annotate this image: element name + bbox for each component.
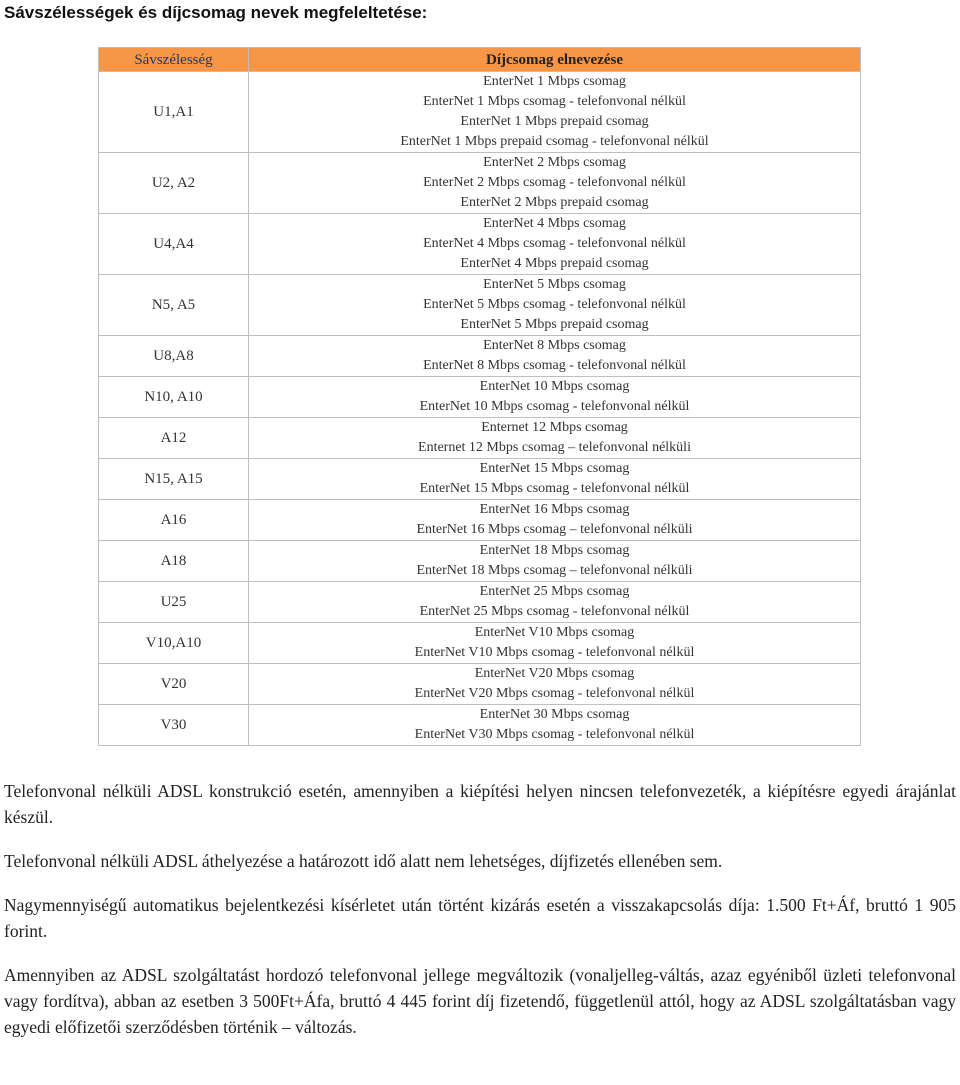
package-names-cell — [249, 214, 861, 275]
bandwidth-cell: V30 — [99, 705, 249, 746]
package-names-cell — [249, 72, 861, 153]
package-name: EnterNet 10 Mbps csomag — [479, 379, 630, 394]
table-row — [99, 72, 861, 153]
table-row — [99, 336, 861, 377]
table-header-row — [99, 48, 861, 72]
package-names-cell — [249, 153, 861, 214]
package-names-cell — [249, 664, 861, 705]
bandwidth-package-table — [98, 47, 861, 746]
package-name: EnterNet 25 Mbps csomag — [479, 584, 630, 599]
package-name: Enternet 12 Mbps csomag — [481, 420, 628, 435]
bandwidth-cell: A18 — [99, 541, 249, 582]
package-name: EnterNet V30 Mbps csomag - telefonvonal nélkül — [414, 727, 695, 742]
package-name: EnterNet 4 Mbps csomag - telefonvonal nélkül — [423, 236, 686, 251]
package-names-cell — [249, 377, 861, 418]
table-row — [99, 214, 861, 275]
package-name: EnterNet V20 Mbps csomag — [474, 666, 635, 681]
bandwidth-cell: V20 — [99, 664, 249, 705]
package-names-cell — [249, 623, 861, 664]
package-name: EnterNet 2 Mbps csomag - telefonvonal nélkül — [423, 175, 686, 190]
table-row — [99, 541, 861, 582]
table-row — [99, 623, 861, 664]
bandwidth-cell: U4,A4 — [99, 214, 249, 275]
package-name: EnterNet 1 Mbps prepaid csomag — [460, 114, 649, 129]
bandwidth-cell: V10,A10 — [99, 623, 249, 664]
bandwidth-cell: U25 — [99, 582, 249, 623]
bandwidth-cell: U8,A8 — [99, 336, 249, 377]
table-row — [99, 582, 861, 623]
package-name: EnterNet V20 Mbps csomag - telefonvonal nélkül — [414, 686, 695, 701]
package-names-cell — [249, 541, 861, 582]
table-row — [99, 377, 861, 418]
table-row — [99, 500, 861, 541]
table-row — [99, 459, 861, 500]
package-name: EnterNet 5 Mbps prepaid csomag — [460, 317, 649, 332]
table-body — [99, 72, 861, 746]
package-name: EnterNet 16 Mbps csomag – telefonvonal nélküli — [416, 522, 693, 537]
package-name: EnterNet 16 Mbps csomag — [479, 502, 630, 517]
package-name: EnterNet 10 Mbps csomag - telefonvonal nélkül — [419, 399, 690, 414]
package-name: EnterNet 2 Mbps csomag — [483, 155, 626, 170]
note-paragraph: Telefonvonal nélküli ADSL áthelyezése a határozott idő alatt nem lehetséges, díjfizetés ellenében sem. — [4, 851, 723, 871]
package-name: EnterNet 2 Mbps prepaid csomag — [460, 195, 649, 210]
package-name: EnterNet 4 Mbps prepaid csomag — [460, 256, 649, 271]
bandwidth-cell: U1,A1 — [99, 72, 249, 153]
package-name: EnterNet V10 Mbps csomag — [474, 625, 635, 640]
package-name: EnterNet 1 Mbps csomag — [483, 74, 626, 89]
package-names-cell — [249, 275, 861, 336]
package-name: EnterNet 15 Mbps csomag — [479, 461, 630, 476]
bandwidth-cell: N15, A15 — [99, 459, 249, 500]
package-names-cell — [249, 582, 861, 623]
header-package-name: Díjcsomag elnevezése — [249, 48, 861, 72]
bandwidth-cell: A16 — [99, 500, 249, 541]
package-name: EnterNet 5 Mbps csomag — [483, 277, 626, 292]
package-names-cell — [249, 459, 861, 500]
bandwidth-cell: U2, A2 — [99, 153, 249, 214]
table-row — [99, 418, 861, 459]
package-name: EnterNet 1 Mbps csomag - telefonvonal nélkül — [423, 94, 686, 109]
package-names-cell — [249, 500, 861, 541]
package-name: EnterNet 8 Mbps csomag — [483, 338, 626, 353]
note-paragraph: Telefonvonal nélküli ADSL konstrukció esetén, amennyiben a kiépítési helyen nincsen telefonvezeték, a kiépítésre egyedi árajánlat készül. — [4, 781, 956, 827]
package-name: EnterNet 15 Mbps csomag - telefonvonal nélkül — [419, 481, 690, 496]
note-paragraph: Amennyiben az ADSL szolgáltatást hordozó telefonvonal jellege megváltozik (vonaljelleg-váltás, azaz egyéniből üzleti telefonvonal vagy fordítva), abban az esetben 3 500Ft+Áfa, bruttó 4 445 forint díj fizetendő, függetlenül attól, hogy az ADSL szolgáltatásban vagy egyedi előfizetői szerződésben történik – változás. — [4, 965, 956, 1037]
page-title: Sávszélességek és díjcsomag nevek megfeleltetése: — [4, 3, 428, 22]
bandwidth-cell: N5, A5 — [99, 275, 249, 336]
package-name: EnterNet 25 Mbps csomag - telefonvonal nélkül — [419, 604, 690, 619]
package-name: EnterNet 18 Mbps csomag — [479, 543, 630, 558]
table-row — [99, 705, 861, 746]
package-names-cell — [249, 418, 861, 459]
note-paragraph: Nagymennyiségű automatikus bejelentkezési kísérletet után történt kizárás esetén a visszakapcsolás díja: 1.500 Ft+Áf, bruttó 1 905 forint. — [4, 895, 956, 941]
package-name: EnterNet 5 Mbps csomag - telefonvonal nélkül — [423, 297, 686, 312]
header-bandwidth: Sávszélesség — [99, 48, 249, 72]
package-names-cell — [249, 336, 861, 377]
package-name: EnterNet 8 Mbps csomag - telefonvonal nélkül — [423, 358, 686, 373]
bandwidth-cell: A12 — [99, 418, 249, 459]
package-name: Enternet 12 Mbps csomag – telefonvonal nélküli — [418, 440, 691, 455]
table-row — [99, 664, 861, 705]
package-name: EnterNet 4 Mbps csomag — [483, 216, 626, 231]
table-row — [99, 275, 861, 336]
package-name: EnterNet V10 Mbps csomag - telefonvonal nélkül — [414, 645, 695, 660]
package-name: EnterNet 1 Mbps prepaid csomag - telefonvonal nélkül — [400, 134, 709, 149]
bandwidth-cell: N10, A10 — [99, 377, 249, 418]
package-name: EnterNet 18 Mbps csomag – telefonvonal nélküli — [416, 563, 693, 578]
table-row — [99, 153, 861, 214]
package-name: EnterNet 30 Mbps csomag — [479, 707, 630, 722]
notes-section — [4, 778, 956, 1040]
package-names-cell — [249, 705, 861, 746]
